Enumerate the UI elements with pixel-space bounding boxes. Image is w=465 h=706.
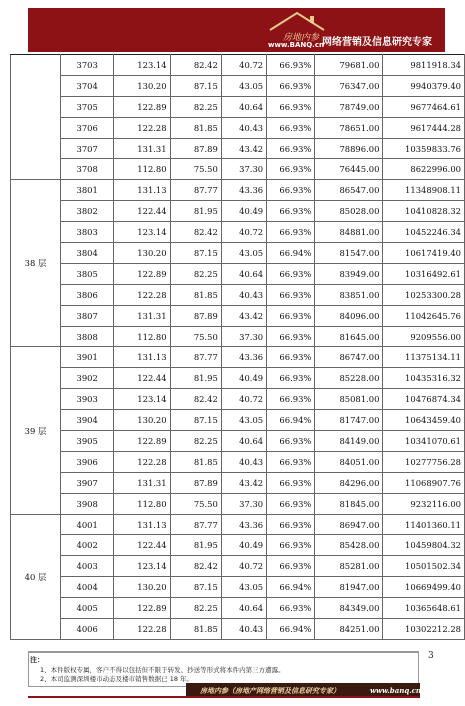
table-cell: 130.20 <box>114 75 170 96</box>
table-cell: 122.28 <box>114 117 170 138</box>
table-cell: 81645.00 <box>315 326 383 347</box>
table-cell: 66.93% <box>267 598 315 619</box>
room-number-cell: 3703 <box>61 55 114 76</box>
table-cell: 9677464.61 <box>383 96 465 117</box>
table-cell: 85228.00 <box>315 368 383 389</box>
table-cell: 11068907.76 <box>383 472 465 493</box>
room-number-cell: 3903 <box>61 389 114 410</box>
room-number-cell: 3906 <box>61 451 114 472</box>
table-cell: 11348908.11 <box>383 180 465 201</box>
room-number-cell: 3705 <box>61 96 114 117</box>
table-cell: 11042645.76 <box>383 305 465 326</box>
table-row <box>11 326 465 347</box>
table-cell: 122.89 <box>114 431 170 452</box>
table-cell: 9940379.40 <box>383 75 465 96</box>
footer-url: www.banq.cn <box>370 686 422 695</box>
table-cell: 87.89 <box>170 472 221 493</box>
logo-text: 房地内参 <box>283 33 320 43</box>
table-row <box>11 222 465 243</box>
table-cell: 11375134.11 <box>383 347 465 368</box>
table-cell: 10617419.40 <box>383 243 465 264</box>
table-cell: 43.42 <box>221 472 266 493</box>
table-row <box>11 514 465 535</box>
table-cell: 87.89 <box>170 305 221 326</box>
room-number-cell: 3802 <box>61 201 114 222</box>
table-cell: 81845.00 <box>315 493 383 514</box>
table-cell: 10435316.32 <box>383 368 465 389</box>
table-cell: 130.20 <box>114 577 170 598</box>
table-cell: 10459804.32 <box>383 535 465 556</box>
table-cell: 66.93% <box>267 451 315 472</box>
table-cell: 75.50 <box>170 493 221 514</box>
table-cell: 86547.00 <box>315 180 383 201</box>
table-cell: 76445.00 <box>315 159 383 180</box>
table-cell: 66.93% <box>267 284 315 305</box>
table-cell: 87.15 <box>170 410 221 431</box>
table-cell: 40.43 <box>221 451 266 472</box>
room-number-cell: 3901 <box>61 347 114 368</box>
table-cell: 66.93% <box>267 263 315 284</box>
table-cell: 75.50 <box>170 159 221 180</box>
table-cell: 66.94% <box>267 410 315 431</box>
table-cell: 82.42 <box>170 556 221 577</box>
table-cell: 66.93% <box>267 138 315 159</box>
table-cell: 40.72 <box>221 556 266 577</box>
table-cell: 87.77 <box>170 347 221 368</box>
table-cell: 84251.00 <box>315 619 383 640</box>
table-row <box>11 577 465 598</box>
table-row <box>11 159 465 180</box>
table-cell: 122.28 <box>114 451 170 472</box>
table-cell: 84881.00 <box>315 222 383 243</box>
table-cell: 40.43 <box>221 619 266 640</box>
table-cell: 66.94% <box>267 577 315 598</box>
table-cell: 78651.00 <box>315 117 383 138</box>
page-number: 3 <box>428 651 434 661</box>
table-cell: 66.93% <box>267 431 315 452</box>
table-cell: 85028.00 <box>315 201 383 222</box>
header-banner <box>28 8 445 52</box>
table-cell: 43.36 <box>221 180 266 201</box>
table-cell: 40.72 <box>221 389 266 410</box>
room-number-cell: 3707 <box>61 138 114 159</box>
notes-line-2: 2、本司监测深圳楼市动态及楼市销售数据已 18 年。 <box>40 675 194 683</box>
table-cell: 10643459.40 <box>383 410 465 431</box>
table-cell: 43.36 <box>221 514 266 535</box>
table-cell: 10253300.28 <box>383 284 465 305</box>
table-row <box>11 619 465 640</box>
table-cell: 122.89 <box>114 263 170 284</box>
table-cell: 82.42 <box>170 389 221 410</box>
table-row <box>11 451 465 472</box>
room-number-cell: 3708 <box>61 159 114 180</box>
table-cell: 131.13 <box>114 514 170 535</box>
table-cell: 10277756.28 <box>383 451 465 472</box>
table-cell: 10452246.34 <box>383 222 465 243</box>
table-cell: 85081.00 <box>315 389 383 410</box>
table-cell: 112.80 <box>114 159 170 180</box>
table-cell: 81547.00 <box>315 243 383 264</box>
table-cell: 131.13 <box>114 180 170 201</box>
room-number-cell: 3808 <box>61 326 114 347</box>
table-cell: 9617444.28 <box>383 117 465 138</box>
table-cell: 131.31 <box>114 472 170 493</box>
table-cell: 9811918.34 <box>383 55 465 76</box>
table-cell: 43.05 <box>221 75 266 96</box>
table-cell: 81.85 <box>170 117 221 138</box>
table-cell: 130.20 <box>114 410 170 431</box>
table-cell: 86747.00 <box>315 347 383 368</box>
table-cell: 40.49 <box>221 368 266 389</box>
table-cell: 37.30 <box>221 326 266 347</box>
table-cell: 10316492.61 <box>383 263 465 284</box>
table-row <box>11 55 465 76</box>
table-cell: 84096.00 <box>315 305 383 326</box>
floor-label: 40 层 <box>11 514 61 639</box>
room-number-cell: 4005 <box>61 598 114 619</box>
table-cell: 122.28 <box>114 619 170 640</box>
table-cell: 130.20 <box>114 243 170 264</box>
table-cell: 87.89 <box>170 138 221 159</box>
table-cell: 66.94% <box>267 619 315 640</box>
table-row <box>11 535 465 556</box>
table-row <box>11 138 465 159</box>
table-cell: 8622996.00 <box>383 159 465 180</box>
room-number-cell: 3806 <box>61 284 114 305</box>
table-cell: 82.25 <box>170 598 221 619</box>
table-row <box>11 598 465 619</box>
table-cell: 82.25 <box>170 96 221 117</box>
table-row <box>11 347 465 368</box>
table-cell: 131.31 <box>114 305 170 326</box>
room-number-cell: 3801 <box>61 180 114 201</box>
table-cell: 81.95 <box>170 535 221 556</box>
table-cell: 10476874.34 <box>383 389 465 410</box>
table-cell: 131.31 <box>114 138 170 159</box>
table-cell: 123.14 <box>114 222 170 243</box>
table-cell: 131.13 <box>114 347 170 368</box>
table-cell: 84296.00 <box>315 472 383 493</box>
table-cell: 11401360.11 <box>383 514 465 535</box>
table-cell: 122.28 <box>114 284 170 305</box>
footer-text: 房地内参（房地产网络营销及信息研究专家） <box>200 686 340 695</box>
table-cell: 37.30 <box>221 493 266 514</box>
table-cell: 82.42 <box>170 55 221 76</box>
table-cell: 10501502.34 <box>383 556 465 577</box>
table-cell: 79681.00 <box>315 55 383 76</box>
room-number-cell: 3706 <box>61 117 114 138</box>
table-cell: 66.93% <box>267 180 315 201</box>
room-number-cell: 3902 <box>61 368 114 389</box>
floor-label: 39 层 <box>11 347 61 514</box>
table-cell: 10302212.28 <box>383 619 465 640</box>
table-row <box>11 305 465 326</box>
table-row <box>11 284 465 305</box>
table-cell: 81.95 <box>170 368 221 389</box>
table-cell: 66.93% <box>267 326 315 347</box>
header-title: 网络营销及信息研究专家 <box>322 37 432 48</box>
table-cell: 9232116.00 <box>383 493 465 514</box>
table-cell: 82.25 <box>170 263 221 284</box>
table-cell: 87.15 <box>170 75 221 96</box>
table-cell: 122.44 <box>114 535 170 556</box>
table-row <box>11 368 465 389</box>
room-number-cell: 3803 <box>61 222 114 243</box>
room-number-cell: 3905 <box>61 431 114 452</box>
table-cell: 66.93% <box>267 55 315 76</box>
table-cell: 66.93% <box>267 556 315 577</box>
table-cell: 81.85 <box>170 451 221 472</box>
table-row <box>11 556 465 577</box>
table-cell: 40.64 <box>221 263 266 284</box>
table-cell: 9209556.00 <box>383 326 465 347</box>
table-cell: 66.93% <box>267 493 315 514</box>
table-cell: 66.93% <box>267 368 315 389</box>
table-cell: 81747.00 <box>315 410 383 431</box>
table-row <box>11 117 465 138</box>
table-cell: 78896.00 <box>315 138 383 159</box>
table-cell: 81947.00 <box>315 577 383 598</box>
table-cell: 66.93% <box>267 75 315 96</box>
table-row <box>11 431 465 452</box>
table-cell: 66.93% <box>267 472 315 493</box>
table-cell: 86947.00 <box>315 514 383 535</box>
table-row <box>11 75 465 96</box>
table-cell: 122.89 <box>114 96 170 117</box>
notes-title: 注： <box>30 656 44 664</box>
table-cell: 87.77 <box>170 180 221 201</box>
room-number-cell: 3704 <box>61 75 114 96</box>
table-cell: 66.93% <box>267 347 315 368</box>
table-cell: 40.49 <box>221 535 266 556</box>
table-cell: 40.64 <box>221 431 266 452</box>
table-cell: 10365648.61 <box>383 598 465 619</box>
table-cell: 66.93% <box>267 389 315 410</box>
room-number-cell: 3807 <box>61 305 114 326</box>
table-cell: 43.05 <box>221 410 266 431</box>
table-row <box>11 96 465 117</box>
table-cell: 112.80 <box>114 326 170 347</box>
notes-line-1: 1、本件版权专属，客户不得以包括但不限于转发、抄送等形式将本件内第三方遭露。 <box>40 666 285 674</box>
table-cell: 123.14 <box>114 556 170 577</box>
table-cell: 66.93% <box>267 96 315 117</box>
table-cell: 82.25 <box>170 431 221 452</box>
table-cell: 87.15 <box>170 243 221 264</box>
table-cell: 81.85 <box>170 284 221 305</box>
floor-label: 38 层 <box>11 180 61 347</box>
table-row <box>11 201 465 222</box>
table-cell: 40.64 <box>221 598 266 619</box>
table-cell: 10359833.76 <box>383 138 465 159</box>
table-cell: 66.93% <box>267 222 315 243</box>
table-cell: 82.42 <box>170 222 221 243</box>
table-row <box>11 243 465 264</box>
table-cell: 40.43 <box>221 284 266 305</box>
footer-rule <box>28 696 419 698</box>
table-cell: 40.43 <box>221 117 266 138</box>
table-cell: 40.72 <box>221 55 266 76</box>
table-cell: 10410828.32 <box>383 201 465 222</box>
table-cell: 66.93% <box>267 535 315 556</box>
table-row <box>11 180 465 201</box>
table-cell: 10341070.61 <box>383 431 465 452</box>
table-cell: 66.93% <box>267 201 315 222</box>
table-cell: 81.85 <box>170 619 221 640</box>
table-cell: 40.72 <box>221 222 266 243</box>
table-cell: 83949.00 <box>315 263 383 284</box>
table-row <box>11 389 465 410</box>
table-cell: 43.42 <box>221 138 266 159</box>
table-cell: 84149.00 <box>315 431 383 452</box>
room-number-cell: 3804 <box>61 243 114 264</box>
table-cell: 87.15 <box>170 577 221 598</box>
table-cell: 37.30 <box>221 159 266 180</box>
room-number-cell: 4004 <box>61 577 114 598</box>
room-number-cell: 4002 <box>61 535 114 556</box>
room-number-cell: 3904 <box>61 410 114 431</box>
table-cell: 122.44 <box>114 201 170 222</box>
table-cell: 123.14 <box>114 389 170 410</box>
table-cell: 43.42 <box>221 305 266 326</box>
price-table <box>10 54 465 640</box>
table-cell: 84349.00 <box>315 598 383 619</box>
table-cell: 85428.00 <box>315 535 383 556</box>
table-cell: 40.49 <box>221 201 266 222</box>
table-cell: 43.36 <box>221 347 266 368</box>
table-cell: 40.64 <box>221 96 266 117</box>
room-number-cell: 3907 <box>61 472 114 493</box>
table-cell: 78749.00 <box>315 96 383 117</box>
table-row <box>11 472 465 493</box>
table-cell: 66.93% <box>267 117 315 138</box>
table-cell: 83851.00 <box>315 284 383 305</box>
room-number-cell: 3805 <box>61 263 114 284</box>
table-row <box>11 263 465 284</box>
table-cell: 66.93% <box>267 305 315 326</box>
table-cell: 122.89 <box>114 598 170 619</box>
floor-label <box>11 55 61 180</box>
table-cell: 10669499.40 <box>383 577 465 598</box>
table-row <box>11 410 465 431</box>
table-cell: 43.05 <box>221 243 266 264</box>
table-cell: 66.93% <box>267 159 315 180</box>
table-cell: 85281.00 <box>315 556 383 577</box>
table-cell: 76347.00 <box>315 75 383 96</box>
table-cell: 122.44 <box>114 368 170 389</box>
table-row <box>11 493 465 514</box>
table-cell: 66.94% <box>267 243 315 264</box>
table-cell: 75.50 <box>170 326 221 347</box>
room-number-cell: 4003 <box>61 556 114 577</box>
logo-url: www.BANQ.cn <box>268 41 324 49</box>
table-cell: 112.80 <box>114 493 170 514</box>
room-number-cell: 4001 <box>61 514 114 535</box>
table-cell: 87.77 <box>170 514 221 535</box>
table-cell: 81.95 <box>170 201 221 222</box>
table-cell: 84051.00 <box>315 451 383 472</box>
room-number-cell: 3908 <box>61 493 114 514</box>
table-cell: 43.05 <box>221 577 266 598</box>
table-cell: 66.93% <box>267 514 315 535</box>
price-table-container <box>10 54 465 640</box>
table-cell: 123.14 <box>114 55 170 76</box>
room-number-cell: 4006 <box>61 619 114 640</box>
